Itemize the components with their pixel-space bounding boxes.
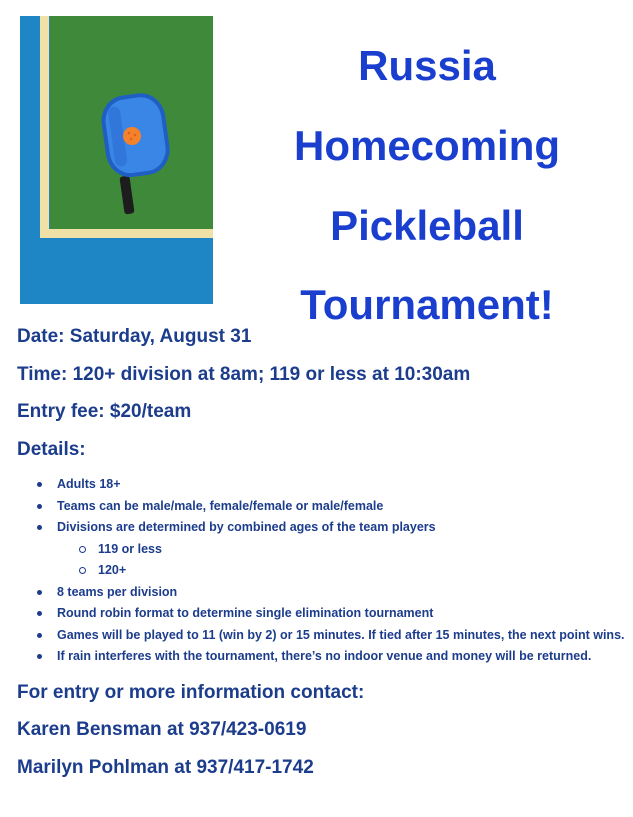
list-item: Games will be played to 11 (win by 2) or 15 minutes. If tied after 15 minutes, the next point wins. <box>17 625 627 647</box>
pickleball-paddle-icon <box>20 16 213 304</box>
pickleball-photo <box>20 16 213 304</box>
title-line: Tournament! <box>300 281 554 329</box>
entry-fee: Entry fee: $20/team <box>17 401 192 422</box>
list-item: Divisions are determined by combined ages of the team players <box>17 517 627 539</box>
list-item: 8 teams per division <box>17 582 627 604</box>
sub-list-item: 119 or less <box>17 539 627 561</box>
event-info <box>17 318 627 786</box>
list-item: Adults 18+ <box>17 474 627 496</box>
list-item: Teams can be male/male, female/female or male/female <box>17 496 627 518</box>
contact-marilyn: Marilyn Pohlman at 937/417-1742 <box>17 756 314 778</box>
event-time: Time: 120+ division at 8am; 119 or less at 10:30am <box>17 363 471 385</box>
details-list <box>17 474 627 668</box>
sub-list-item: 120+ <box>17 560 627 582</box>
contact-karen: Karen Bensman at 937/423-0619 <box>17 719 307 740</box>
title-line: Homecoming <box>293 121 561 169</box>
title-line: Russia <box>358 42 496 89</box>
details-heading: Details: <box>17 438 86 460</box>
event-date: Date: Saturday, August 31 <box>17 326 252 347</box>
list-item: Round robin format to determine single elimination tournament <box>17 603 627 625</box>
list-item: If rain interferes with the tournament, there’s no indoor venue and money will be returned. <box>17 646 627 668</box>
contact-section <box>17 674 627 787</box>
contact-heading: For entry or more information contact: <box>17 681 365 703</box>
tournament-title <box>262 26 592 345</box>
title-line: Pickleball <box>330 201 524 249</box>
